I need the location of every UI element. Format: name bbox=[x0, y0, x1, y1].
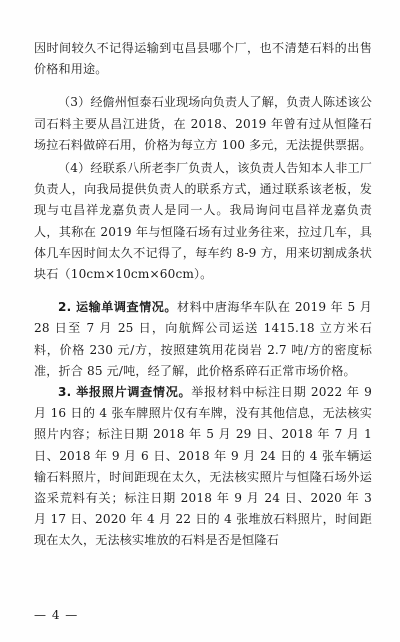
page-number: — 4 — bbox=[34, 608, 79, 622]
paragraph-item-3: （3）经儋州恒泰石业现场向负责人了解，负责人陈述该公司石料主要从昌江进货，在 2018、2019 年曾有过从恒隆石场拉石料做碎石用，价格为每立方 100 多元，无法提供票据。 bbox=[34, 95, 372, 152]
section-heading: 3. 举报照片调查情况。 bbox=[58, 385, 192, 400]
paragraph-item-4: （4）经联系八所老李厂负责人，该负责人告知本人非工厂负责人，向我局提供负责人的联系方式，通过联系该老板，发现与屯昌祥龙嘉负责人是同一人。我局询问屯昌祥龙嘉负责人，其称在 2019 年与恒隆石场有过业务往来，拉过几车，具体几车因时间太久不记得了，每车约 8-9 方，用来切割成条状块石（10cm×10cm×60cm）。 bbox=[34, 161, 372, 282]
section-body: 举报材料中标注日期 2022 年 9 月 16 日的 4 张车牌照片仅有车牌，没有其他信息，无法核实照片内容；标注日期 2018 年 5 月 29 日、2018 年 7 月 1 日、2018 年 9 月 6 日、2018 年 9 月 24 日的 4 张车辆运输石料照片，时间距现在太久，无法核实照片与恒隆石场外运盗采荒料有关；标注日期 2018 年 9 月 24 日、2020 年 3 月 17 日、2020 年 4 月 22 日的 4 张堆放石料照片，时间距现在太久，无法核实堆放的石料是否是恒隆石 bbox=[34, 385, 372, 548]
section-body: 材料中唐海华车队在 2019 年 5 月 28 日至 7 月 25 日，向航辉公司运送 1415.18 立方米石料，价格 230 元/方，按照建筑用花岗岩 2.7 吨/方的密度标准，折合 85 元/吨，经了解，此价格系碎石正常市场价格。 bbox=[34, 300, 372, 378]
document-body bbox=[34, 38, 372, 552]
paragraph-continuation: 因时间较久不记得运输到屯昌县哪个厂，也不清楚石料的出售价格和用途。 bbox=[34, 41, 372, 77]
section-photo-survey bbox=[34, 382, 372, 552]
section-heading: 2. 运输单调查情况。 bbox=[58, 300, 177, 315]
section-transport-survey bbox=[34, 297, 372, 382]
